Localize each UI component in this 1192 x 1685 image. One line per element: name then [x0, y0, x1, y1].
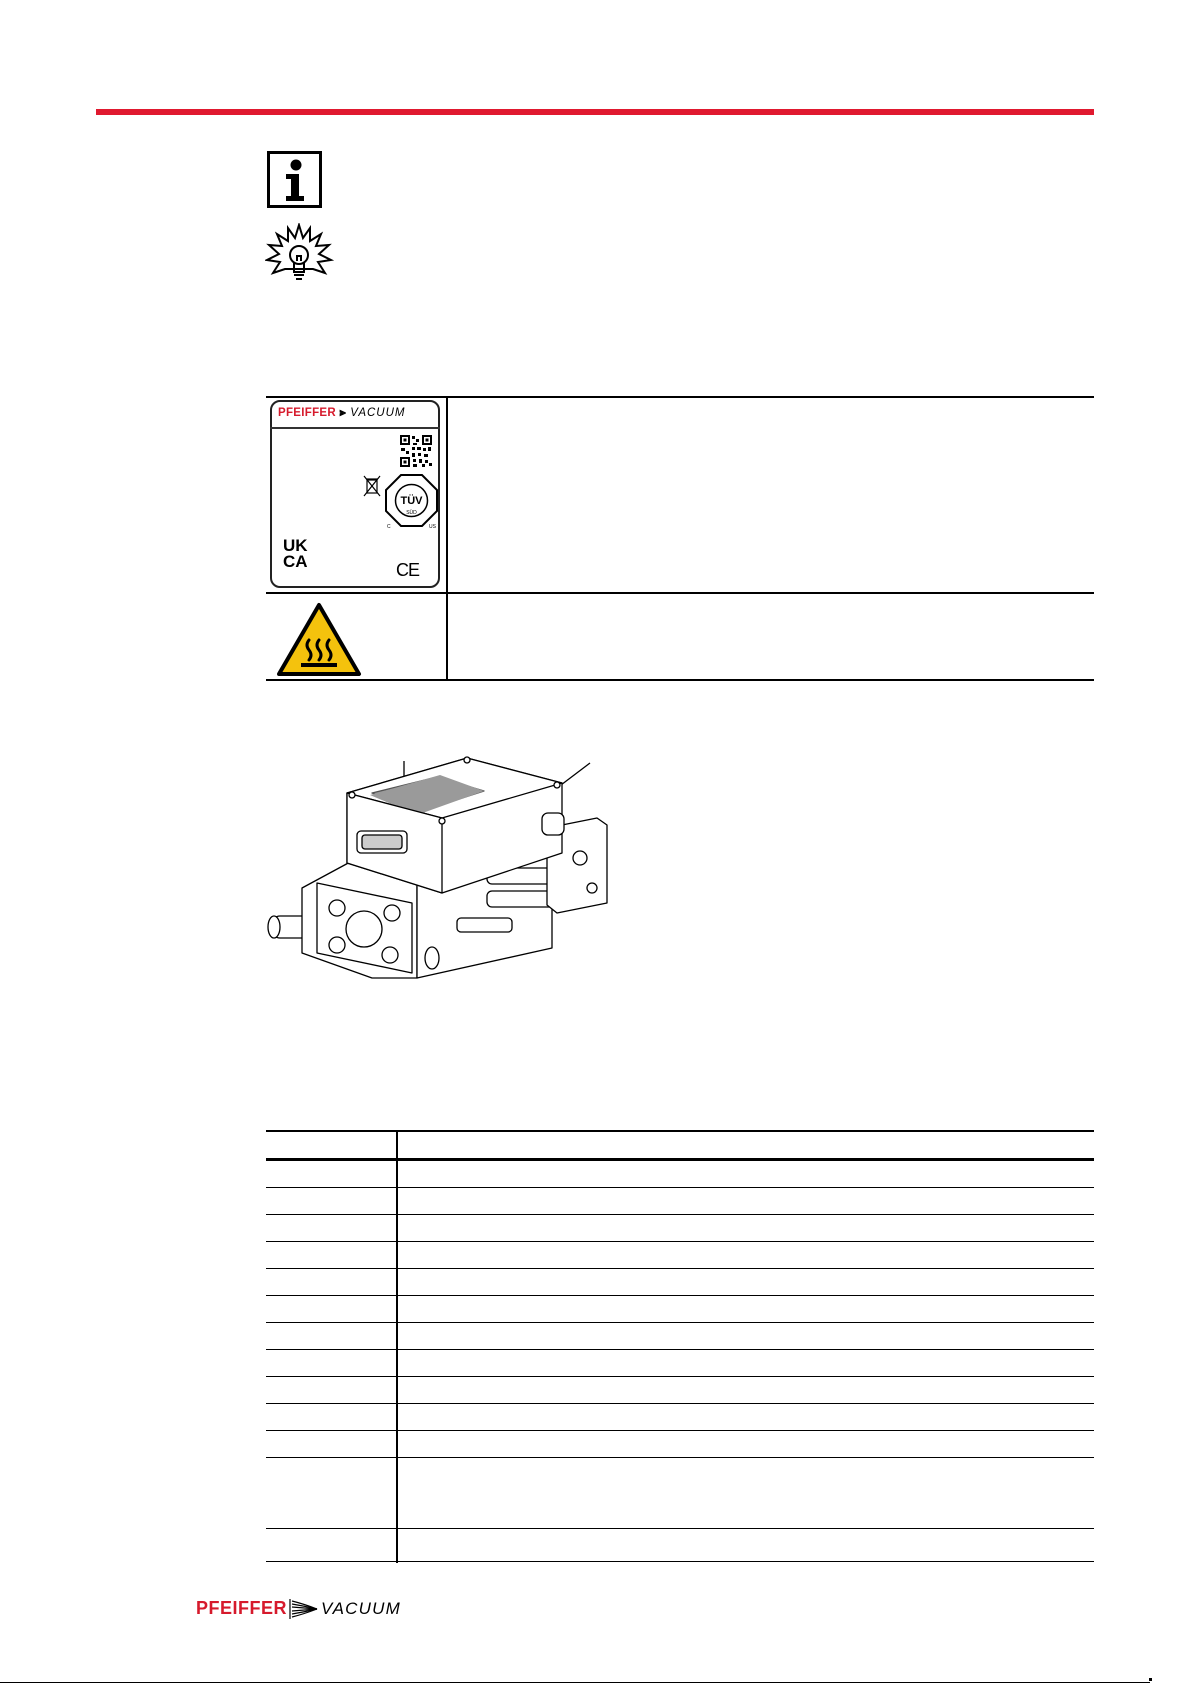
ce-mark: CE [396, 560, 420, 580]
plate-logo [278, 407, 405, 420]
table-row [266, 1242, 1094, 1269]
table-row [266, 1188, 1094, 1215]
table-column-divider [446, 396, 448, 681]
table-row [266, 1431, 1094, 1458]
plate-logo-swoosh-icon: ⫸ [336, 407, 347, 419]
footer-logo [196, 1596, 406, 1622]
table-rule [266, 592, 1094, 594]
table-column-divider [396, 1132, 398, 1563]
table-row [266, 1530, 1094, 1562]
page-bottom-rule [0, 1682, 1150, 1683]
table-row [266, 1323, 1094, 1350]
ukca-mark [283, 538, 308, 570]
svg-text:TÜV: TÜV [400, 495, 423, 507]
rating-plate [270, 400, 440, 588]
plate-divider [270, 427, 440, 429]
plate-logo-brand: PFEIFFER [278, 407, 336, 419]
table-header-row [266, 1130, 1094, 1161]
table-row [266, 1161, 1094, 1188]
tuv-certification-icon [383, 472, 440, 529]
page-corner-mark [1149, 1678, 1152, 1681]
logo-swoosh-icon [289, 1598, 319, 1620]
header-rule [96, 109, 1094, 115]
qr-code-icon [400, 435, 432, 467]
table-row [266, 1404, 1094, 1431]
ukca-line-2: CA [283, 552, 308, 571]
footer-logo-brand: PFEIFFER [196, 1598, 288, 1618]
table-row [266, 1458, 1094, 1529]
weee-bin-icon [363, 475, 381, 497]
svg-text:SÜD: SÜD [406, 510, 417, 516]
hot-surface-warning-icon [276, 602, 362, 677]
table-row [266, 1296, 1094, 1323]
info-icon [267, 151, 322, 208]
plate-logo-vacuum: VACUUM [350, 407, 406, 419]
svg-text:US: US [429, 524, 436, 529]
table-row [266, 1215, 1094, 1242]
table-row [266, 1269, 1094, 1296]
lightbulb-tip-icon [265, 223, 334, 286]
table-rule [266, 679, 1094, 681]
table-row [266, 1377, 1094, 1404]
data-table [266, 1130, 1094, 1563]
product-illustration [262, 733, 622, 989]
label-table [266, 396, 1094, 681]
ukca-line-1: UK [283, 536, 308, 555]
footer-logo-vacuum: VACUUM [321, 1599, 401, 1618]
svg-text:C: C [387, 524, 391, 529]
table-rule [266, 396, 1094, 398]
table-row [266, 1350, 1094, 1377]
